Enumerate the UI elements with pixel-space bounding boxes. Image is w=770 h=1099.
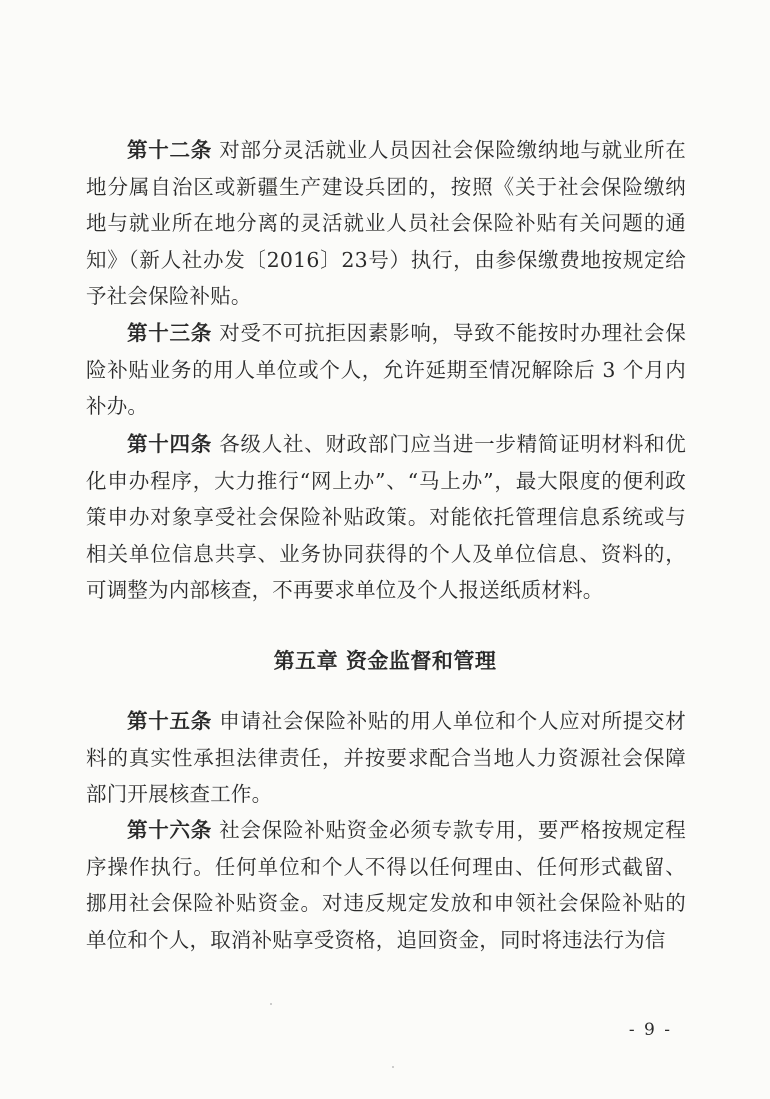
article-14 xyxy=(86,426,686,609)
scan-speck xyxy=(270,1003,272,1005)
article-15-text: 申请社会保险补贴的用人单位和个人应对所提交材料的真实性承担法律责任，并按要求配合当地人力资源社会保障部门开展核查工作。 xyxy=(86,709,686,806)
article-15 xyxy=(86,703,686,813)
article-13-number: 第十三条 xyxy=(127,321,212,345)
article-12-number: 第十二条 xyxy=(127,138,212,162)
article-16 xyxy=(86,812,686,958)
page-number: - 9 - xyxy=(628,1020,672,1040)
article-13 xyxy=(86,315,686,425)
article-15-number: 第十五条 xyxy=(127,709,212,733)
article-14-number: 第十四条 xyxy=(127,432,212,456)
article-12 xyxy=(86,132,686,315)
article-12-text: 对部分灵活就业人员因社会保险缴纳地与就业所在地分属自治区或新疆生产建设兵团的，按照《关于社会保险缴纳地与就业所在地分离的灵活就业人员社会保险补贴有关问题的通知》（新人社办发〔2016〕23号）执行，由参保缴费地按规定给予社会保险补贴。 xyxy=(86,138,686,308)
article-14-text: 各级人社、财政部门应当进一步精简证明材料和优化申办程序，大力推行“网上办”、“马上办”，最大限度的便利政策申办对象享受社会保险补贴政策。对能依托管理信息系统或与相关单位信息共享、业务协同获得的个人及单位信息、资料的，可调整为内部核查，不再要求单位及个人报送纸质材料。 xyxy=(86,432,686,602)
article-16-number: 第十六条 xyxy=(127,818,212,842)
article-13-text: 对受不可抗拒因素影响，导致不能按时办理社会保险补贴业务的用人单位或个人，允许延期至情况解除后 3 个月内补办。 xyxy=(86,321,686,418)
article-16-text: 社会保险补贴资金必须专款专用，要严格按规定程序操作执行。任何单位和个人不得以任何理由、任何形式截留、挪用社会保险补贴资金。对违反规定发放和申领社会保险补贴的单位和个人，取消补贴享受资格，追回资金，同时将违法行为信 xyxy=(86,818,686,952)
scan-speck xyxy=(392,1066,394,1068)
chapter-heading: 第五章 资金监督和管理 xyxy=(273,649,497,673)
